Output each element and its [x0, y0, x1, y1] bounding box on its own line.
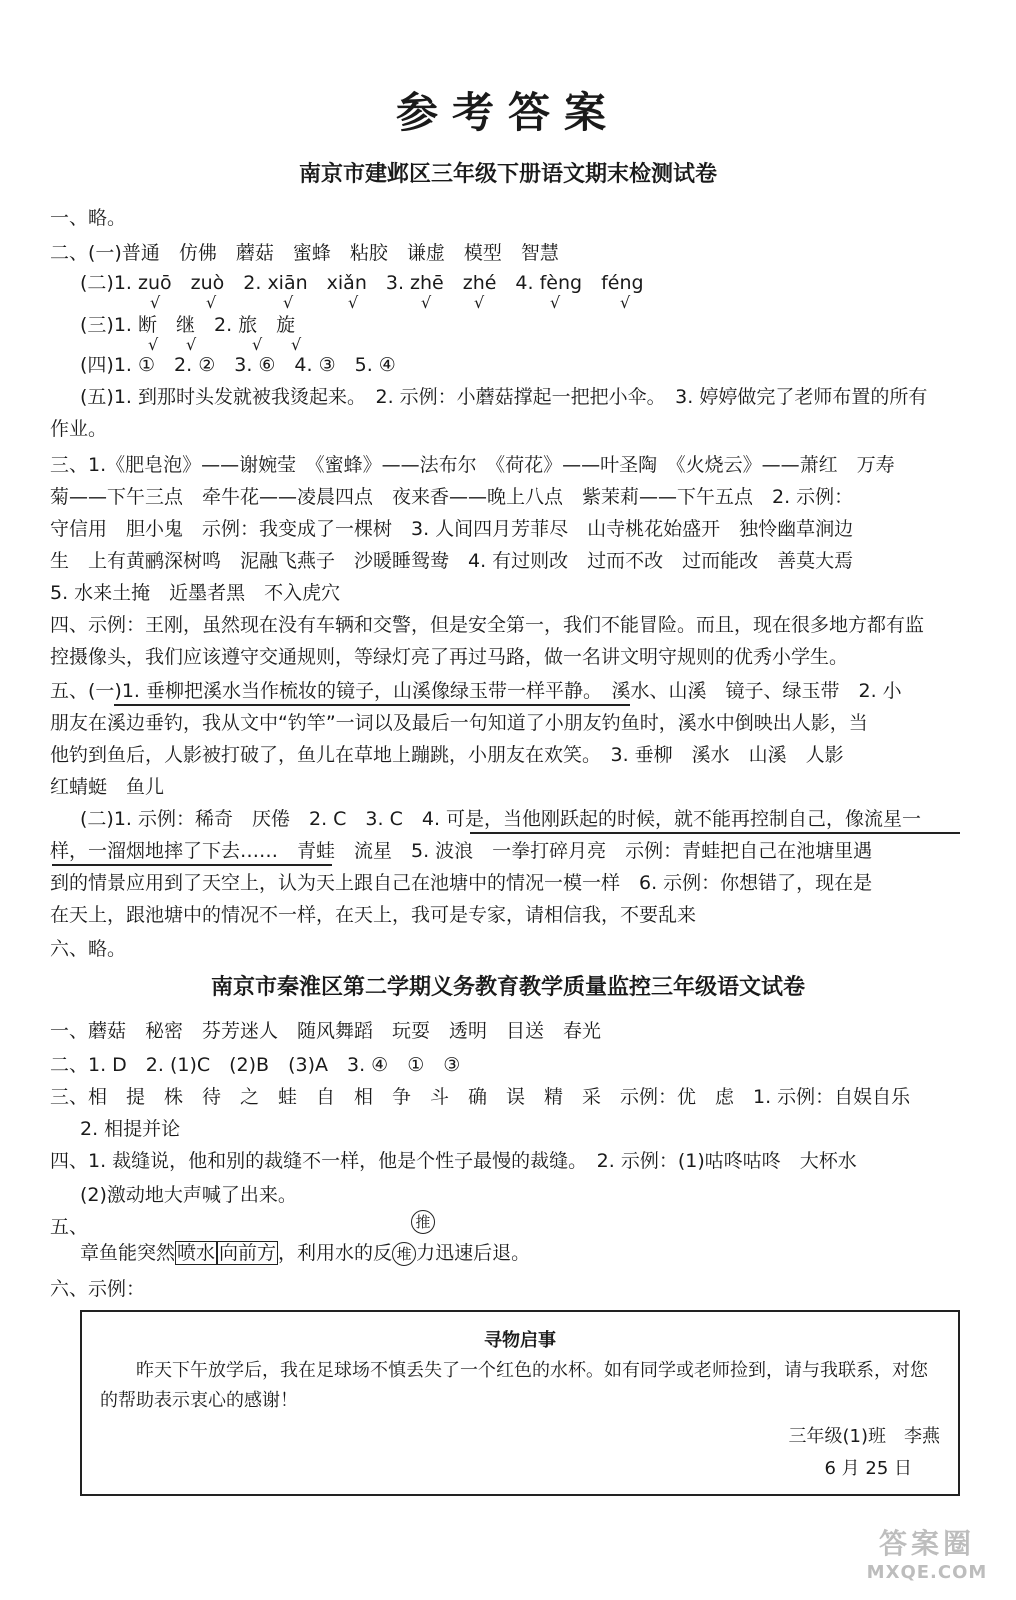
answer-line: (三)1. 断 继 2. 旅 旋 — [80, 314, 296, 336]
answer-line: 一、蘑菇 秘密 芬芳迷人 随风舞蹈 玩耍 透明 目送 春光 — [50, 1020, 602, 1042]
answer-line: 5. 水来土掩 近墨者黑 不入虎穴 — [50, 582, 341, 604]
sentence-start: 章鱼能突然 — [80, 1242, 176, 1264]
answer-line: 2. 相提并论 — [80, 1118, 181, 1140]
lost-item-notice — [80, 1310, 960, 1496]
boxed-phrase: 喷水 — [177, 1242, 216, 1264]
answer-line: 一、略。 — [50, 207, 127, 229]
correction-sentence — [80, 1238, 966, 1268]
answer-line: 样，一溜烟地摔了下去…… 青蛙 流星 5. 波浪 一拳打碎月亮 示例：青蛙把自己在池塘里遇 — [50, 840, 873, 862]
notice-date: 6 月 25 日 — [824, 1458, 912, 1479]
answer-line: 五、(一)1. 垂柳把溪水当作梳妆的镜子，山溪像绿玉带一样平静。 溪水、山溪 镜子、绿玉带 2. 小 — [50, 680, 902, 702]
check-mark: √ — [252, 335, 263, 354]
circled-wrong-char: 堆 — [392, 1242, 416, 1266]
answer-line: 六、略。 — [50, 938, 127, 960]
underline-mark — [52, 864, 332, 866]
check-mark: √ — [291, 335, 302, 354]
check-mark: √ — [150, 293, 161, 312]
answer-line: (二)1. zuō zuò 2. xiān xiǎn 3. zhē zhé 4. fèng féng — [80, 272, 644, 294]
answer-line: 四、1. 裁缝说，他和别的裁缝不一样，他是个性子最慢的裁缝。 2. 示例：(1)咕咚咕咚 大杯水 — [50, 1150, 857, 1172]
answer-line: 作业。 — [50, 418, 108, 440]
answer-line: 三、1.《肥皂泡》——谢婉莹 《蜜蜂》——法布尔 《荷花》——叶圣陶 《火烧云》——萧红 万寿 — [50, 454, 895, 476]
sentence-middle: ，利用水的反 — [278, 1242, 393, 1264]
answer-line: 五、 — [50, 1216, 89, 1238]
answer-line: 生 上有黄鹂深树鸣 泥融飞燕子 沙暖睡鸳鸯 4. 有过则改 过而不改 过而能改 善莫大焉 — [50, 550, 854, 572]
answer-line: 四、示例：王刚，虽然现在没有车辆和交警，但是安全第一，我们不能冒险。而且，现在很多地方都有监 — [50, 614, 925, 636]
watermark-title: 答案圈 — [878, 1527, 975, 1560]
answer-line: 红蜻蜓 鱼儿 — [50, 776, 165, 798]
answer-line: 控摄像头，我们应该遵守交通规则，等绿灯亮了再过马路，做一名讲文明守规则的优秀小学生。 — [50, 646, 849, 668]
notice-body: 昨天下午放学后，我在足球场不慎丢失了一个红色的水杯。如有同学或老师捡到，请与我联系，对您的帮助表示衷心的感谢！ — [100, 1360, 928, 1411]
answer-line: (2)激动地大声喊了出来。 — [80, 1184, 297, 1206]
underline-mark — [470, 832, 960, 834]
check-mark: √ — [186, 335, 197, 354]
answer-line: (二)1. 示例：稀奇 厌倦 2. C 3. C 4. 可是，当他刚跃起的时候，就不能再控制自己，像流星一 — [80, 808, 922, 830]
answer-line: 二、1. D 2. (1)C (2)B (3)A 3. ④ ① ③ — [50, 1054, 461, 1076]
corrected-char: 推 — [411, 1210, 435, 1234]
section-title-qinhuai: 南京市秦淮区第二学期义务教育教学质量监控三年级语文试卷 — [210, 975, 805, 1000]
answer-line: (五)1. 到那时头发就被我烫起来。 2. 示例：小蘑菇撑起一把把小伞。 3. 婷婷做完了老师布置的所有 — [80, 386, 928, 408]
answer-line: 二、(一)普通 仿佛 蘑菇 蜜蜂 粘胶 谦虚 模型 智慧 — [50, 242, 559, 264]
underline-mark — [114, 704, 630, 706]
answer-line: 菊——下午三点 牵牛花——凌晨四点 夜来香——晚上八点 紫茉莉——下午五点 2. 示例： — [50, 486, 854, 508]
watermark-logo — [852, 1522, 1002, 1582]
answer-line: 朋友在溪边垂钓，我从文中“钓竿”一词以及最后一句知道了小朋友钓鱼时，溪水中倒映出人影，当 — [50, 712, 868, 734]
answer-line: 三、相 提 株 待 之 蛙 自 相 争 斗 确 误 精 采 示例：优 虑 1. 示例：自娱自乐 — [50, 1086, 911, 1108]
check-mark: √ — [474, 293, 485, 312]
answer-line: 在天上，跟池塘中的情况不一样，在天上，我可是专家，请相信我，不要乱来 — [50, 904, 697, 926]
check-mark: √ — [348, 293, 359, 312]
answer-line: (四)1. ① 2. ② 3. ⑥ 4. ③ 5. ④ — [80, 354, 396, 376]
section-title-jianye: 南京市建邺区三年级下册语文期末检测试卷 — [298, 162, 717, 187]
check-mark: √ — [421, 293, 432, 312]
check-mark: √ — [148, 335, 159, 354]
answer-line: 六、示例： — [50, 1278, 146, 1300]
check-mark: √ — [620, 293, 631, 312]
notice-title: 寻物启事 — [484, 1330, 556, 1351]
check-mark: √ — [206, 293, 217, 312]
check-mark: √ — [283, 293, 294, 312]
page-title: 参考答案 — [395, 88, 620, 137]
answer-line: 到的情景应用到了天空上，认为天上跟自己在池塘中的情况一模一样 6. 示例：你想错了，现在是 — [50, 872, 873, 894]
boxed-phrase: 向前方 — [219, 1242, 277, 1264]
check-mark: √ — [550, 293, 561, 312]
sentence-end: 力迅速后退。 — [416, 1242, 531, 1264]
watermark-url: MXQE.COM — [866, 1562, 988, 1583]
answer-line: 守信用 胆小鬼 示例：我变成了一棵树 3. 人间四月芳菲尽 山寺桃花始盛开 独怜幽草涧边 — [50, 518, 854, 540]
notice-signature: 三年级(1)班 李燕 — [788, 1426, 940, 1447]
answer-line: 他钓到鱼后，人影被打破了，鱼儿在草地上蹦跳，小朋友在欢笑。 3. 垂柳 溪水 山溪 人影 — [50, 744, 844, 766]
